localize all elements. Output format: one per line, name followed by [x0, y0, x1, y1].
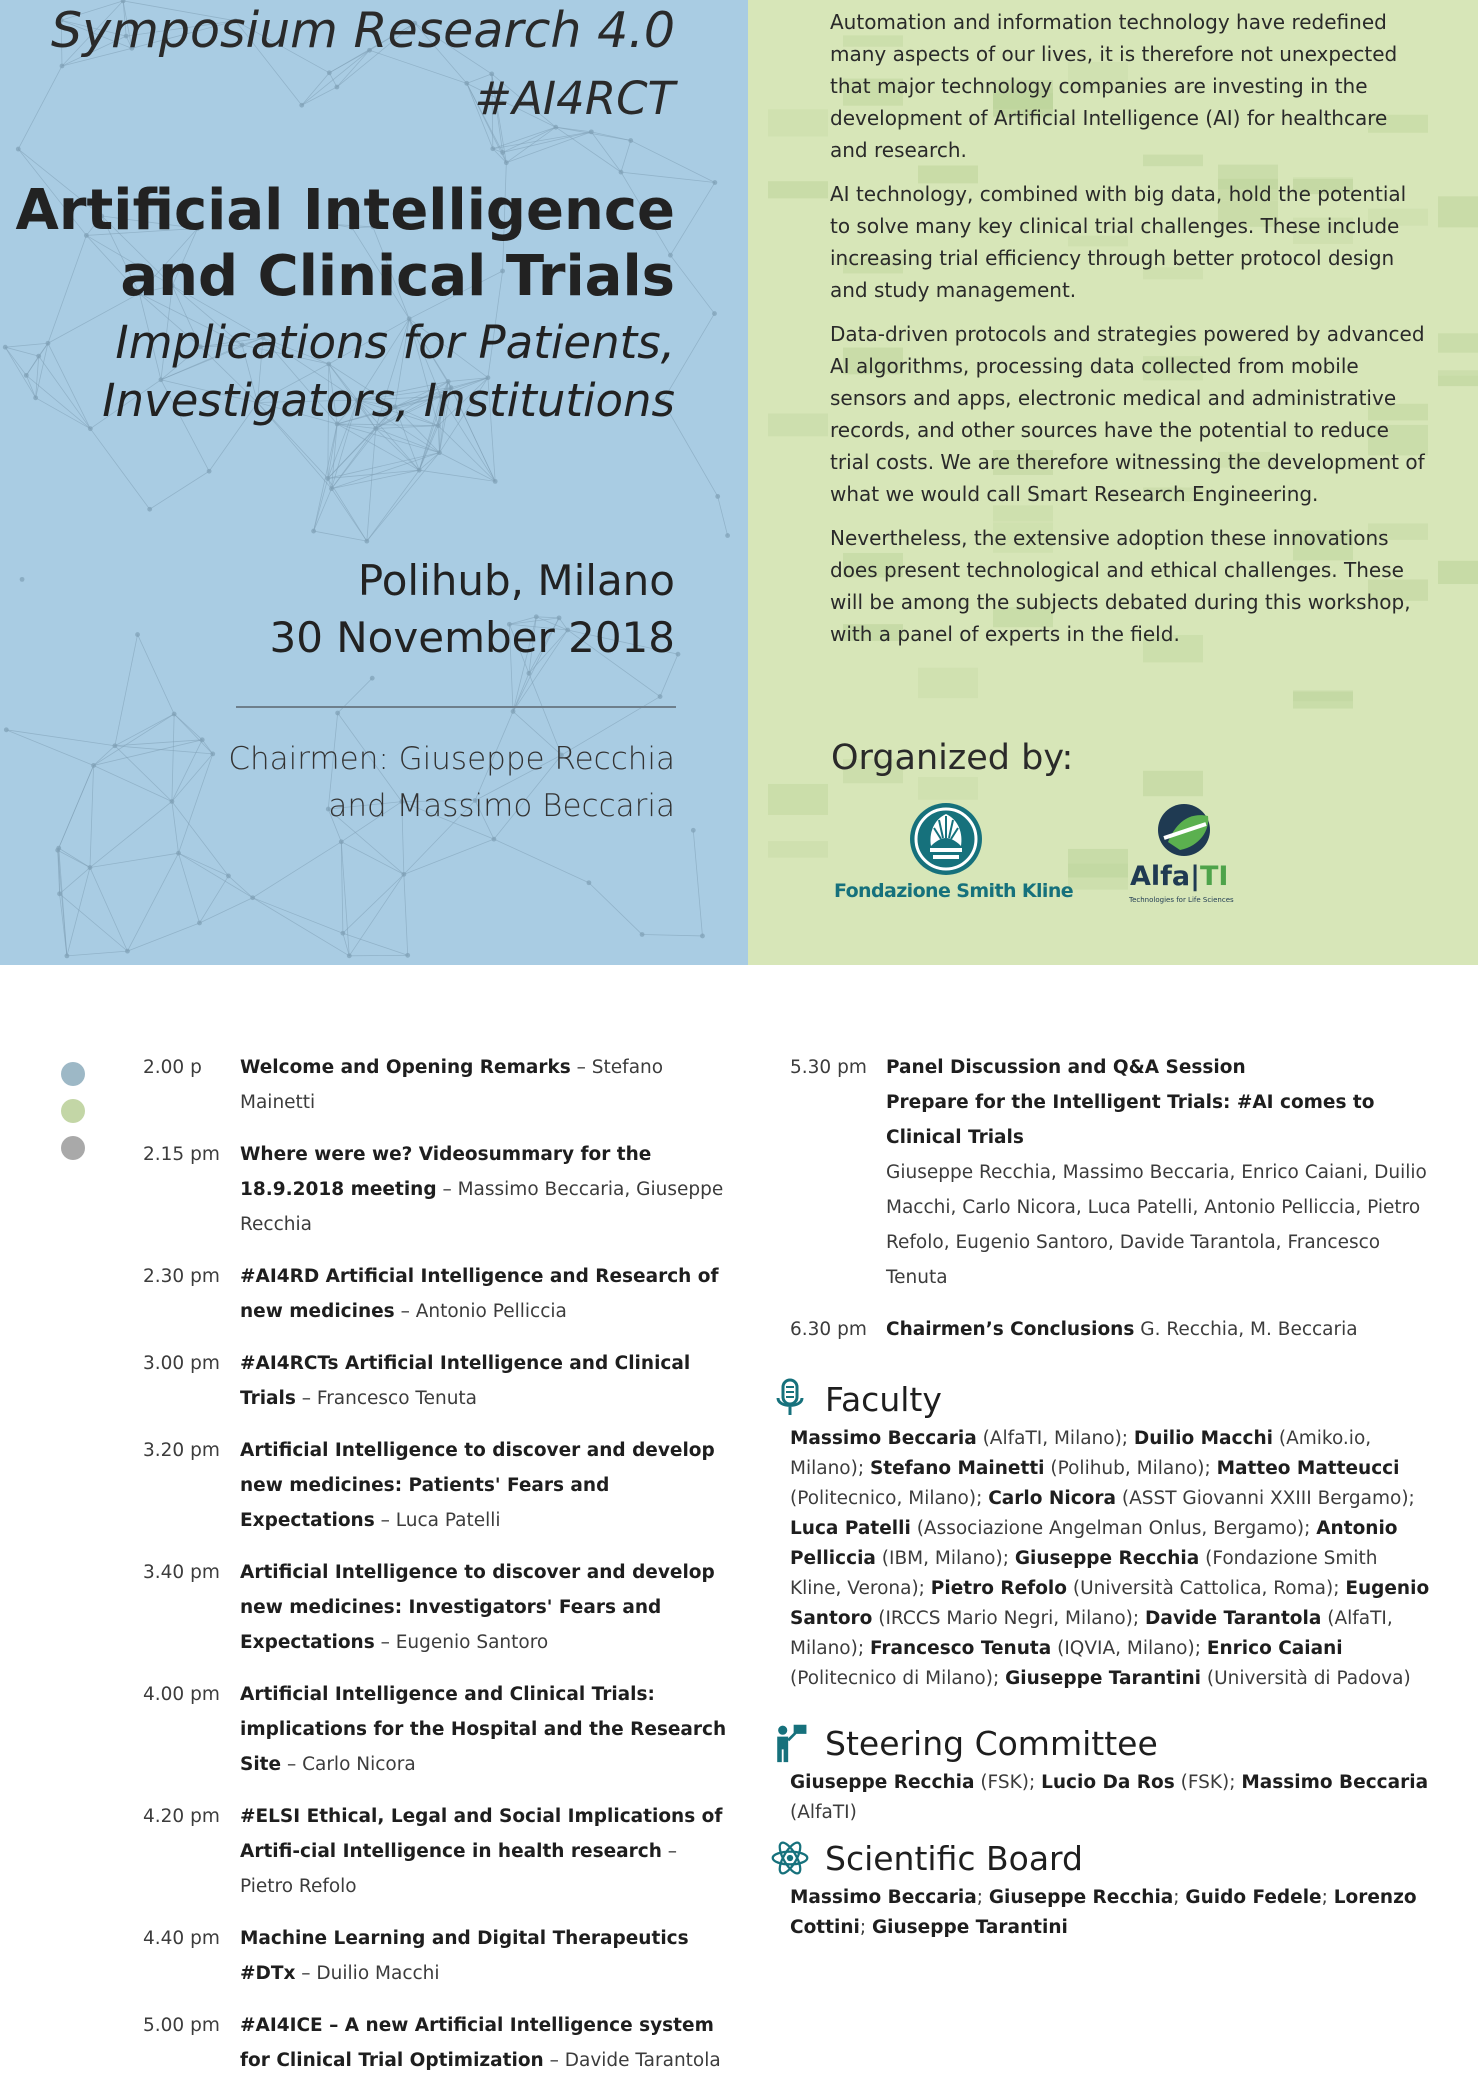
schedule-row: [143, 1346, 733, 1416]
person-affiliation: (Amiko.io, Milano);: [790, 1428, 1372, 1479]
person-affiliation: (Fondazione Smith Kline, Verona);: [790, 1548, 1378, 1599]
person-name: Davide Tarantola: [1145, 1608, 1322, 1629]
person-name: Giuseppe Tarantini: [871, 1917, 1068, 1938]
schedule-row: [143, 1259, 733, 1329]
program-left-column: [143, 1050, 733, 2095]
person-name: Luca Patelli: [790, 1518, 911, 1539]
session-title: Machine Learning and Digital Therapeutics #DTx: [240, 1928, 689, 1984]
person-affiliation: ;: [976, 1887, 989, 1908]
person-affiliation: (Politecnico di Milano);: [790, 1668, 1006, 1689]
schedule-time: 5.00 pm: [143, 2015, 220, 2036]
schedule-time: 2.15 pm: [143, 1144, 220, 1165]
hero-banner: [0, 0, 1478, 965]
alfati-name-sep: |: [1190, 861, 1200, 892]
session-subtitle: Prepare for the Intelligent Trials: #AI comes to Clinical Trials: [886, 1092, 1375, 1148]
schedule-time: 2.30 pm: [143, 1266, 220, 1287]
program-right-column: [790, 1050, 1430, 1364]
symposium-title: Symposium Research 4.0: [51, 2, 675, 59]
schedule-description: [240, 1137, 733, 1242]
person-name: Giuseppe Recchia: [790, 1772, 975, 1793]
session-title: Panel Discussion and Q&A Session: [886, 1057, 1246, 1078]
alfati-logo: [1126, 802, 1236, 907]
session-title: #ELSI Ethical, Legal and Social Implications of Artifi-cial Intelligence in health research: [240, 1806, 723, 1862]
schedule-time: 4.40 pm: [143, 1928, 220, 1949]
schedule-description: [240, 1677, 733, 1782]
alfati-name-alfa: Alfa: [1130, 861, 1191, 892]
person-affiliation: (Polihub, Milano);: [1044, 1458, 1217, 1479]
venue: Polihub, Milano: [357, 556, 675, 605]
schedule-time: 4.20 pm: [143, 1806, 220, 1827]
atom-icon: [770, 1837, 810, 1879]
scientific-board-title: Scientific Board: [825, 1839, 1083, 1878]
venue-date: [269, 552, 675, 666]
color-dots: [61, 1062, 85, 1173]
session-title: Artificial Intelligence to discover and develop new medicines: Investigators' Fears and Expectations: [240, 1562, 715, 1653]
steering-committee-list: [790, 1768, 1430, 1828]
person-name: Eugenio Santoro: [790, 1578, 1430, 1629]
schedule-time: 6.30 pm: [790, 1319, 867, 1340]
schedule-row: [143, 1137, 733, 1242]
subtitle-line1: Implications for Patients,: [115, 316, 675, 369]
schedule-row: [143, 1050, 733, 1120]
schedule-row: [143, 1921, 733, 1991]
fondazione-smith-kline-logo: [834, 802, 1074, 907]
scientific-board-section: [790, 1837, 1430, 1943]
schedule-description: [240, 1050, 733, 1120]
hero-left-panel: [0, 0, 748, 965]
alfati-name-ti: TI: [1200, 861, 1229, 892]
person-affiliation: (FSK);: [1174, 1772, 1242, 1793]
faculty-title: Faculty: [825, 1380, 942, 1419]
divider: [236, 706, 676, 708]
event-date: 30 November 2018: [269, 613, 675, 662]
chairmen: [228, 736, 675, 830]
person-affiliation: (AlfaTI, Milano);: [976, 1428, 1134, 1449]
schedule-time: 3.40 pm: [143, 1562, 220, 1583]
session-title: Chairmen’s Conclusions: [886, 1319, 1135, 1340]
gray-dot: [61, 1136, 85, 1160]
session-speakers: – Duilio Macchi: [295, 1963, 440, 1984]
main-title-line2: and Clinical Trials: [120, 244, 675, 309]
schedule-time: 5.30 pm: [790, 1057, 867, 1078]
subtitle-line2: Investigators, Institutions: [102, 374, 675, 427]
session-speakers: – Davide Tarantola: [543, 2050, 721, 2071]
session-speakers: – Francesco Tenuta: [295, 1388, 478, 1409]
steering-committee-title: Steering Committee: [825, 1724, 1158, 1763]
person-affiliation: (ASST Giovanni XXIII Bergamo);: [1116, 1488, 1415, 1509]
steering-committee-section: [790, 1722, 1430, 1828]
session-title: #AI4RCTs Artificial Intelligence and Clinical Trials: [240, 1353, 691, 1409]
person-affiliation: ;: [1173, 1887, 1186, 1908]
fsk-tree-icon: [909, 802, 983, 876]
schedule-time: 3.20 pm: [143, 1440, 220, 1461]
main-title: [16, 178, 675, 310]
session-speakers: – Antonio Pelliccia: [394, 1301, 567, 1322]
main-title-line1: Artificial Intelligence: [15, 178, 675, 243]
organized-by-label: Organized by:: [831, 738, 1074, 778]
session-title: #AI4ICE – A new Artificial Intelligence system for Clinical Trial Optimization: [240, 2015, 714, 2071]
session-speakers: Giuseppe Recchia, Massimo Beccaria, Enrico Caiani, Duilio Macchi, Carlo Nicora, Luca Patelli, Antonio Pelliccia, Pietro Refolo, Eugenio Santoro, Davide Tarantola, Francesco Tenuta: [886, 1162, 1427, 1288]
schedule-row: [790, 1312, 1430, 1347]
session-title: #AI4RD Artificial Intelligence and Research of new medicines: [240, 1266, 719, 1322]
session-title: Artificial Intelligence to discover and develop new medicines: Patients' Fears and Expectations: [240, 1440, 715, 1531]
microphone-icon: [770, 1378, 810, 1420]
person-name: Giuseppe Recchia: [988, 1887, 1174, 1908]
person-name: Giuseppe Tarantini: [1005, 1668, 1201, 1689]
session-speakers: – Stefano Mainetti: [240, 1057, 664, 1113]
chairmen-line2: and Massimo Beccaria: [328, 788, 675, 824]
session-speakers: – Massimo Beccaria, Giuseppe Recchia: [240, 1179, 724, 1235]
person-affiliation: (Università di Padova): [1201, 1668, 1411, 1689]
session-speakers: – Pietro Refolo: [240, 1841, 678, 1897]
alfati-name: [1130, 861, 1228, 892]
faculty-list: [790, 1424, 1430, 1694]
intro-paragraph: Data-driven protocols and strategies powered by advanced AI algorithms, processing data collected from mobile sensors and apps, electronic medical and administrative records, and other sources have the potential to reduce trial costs. We are therefore witnessing the development of what we would call Smart Research Engineering.: [830, 322, 1425, 506]
schedule-row: [790, 1050, 1430, 1295]
faculty-section: [790, 1378, 1430, 1694]
person-name: Duilio Macchi: [1133, 1428, 1273, 1449]
person-affiliation: (FSK);: [974, 1772, 1042, 1793]
alfati-globe-icon: [1156, 802, 1212, 858]
schedule-row: [143, 1555, 733, 1660]
intro-paragraph: AI technology, combined with big data, hold the potential to solve many key clinical trial challenges. These include increasing trial efficiency through better protocol design and study management.: [830, 182, 1407, 302]
session-speakers: – Eugenio Santoro: [374, 1632, 549, 1653]
person-name: Enrico Caiani: [1206, 1638, 1343, 1659]
schedule-time: 2.00 p: [143, 1057, 202, 1078]
schedule-description: [240, 1259, 733, 1329]
blue-dot: [61, 1062, 85, 1086]
person-name: Francesco Tenuta: [869, 1638, 1052, 1659]
intro-paragraph: Nevertheless, the extensive adoption these innovations does present technological and ethical challenges. These will be among the subjects debated during this workshop, with a panel of experts in the field.: [830, 526, 1411, 646]
symposium-hashtag: #AI4RCT: [474, 72, 675, 125]
schedule-description: [240, 1921, 733, 1991]
person-affiliation: (IRCCS Mario Negri, Milano);: [872, 1608, 1145, 1629]
person-name: Carlo Nicora: [988, 1488, 1116, 1509]
person-name: Antonio Pelliccia: [790, 1518, 1398, 1569]
schedule-time: 3.00 pm: [143, 1353, 220, 1374]
session-title: Artificial Intelligence and Clinical Trials: implications for the Hospital and the Research Site: [240, 1684, 727, 1775]
person-name: Massimo Beccaria: [790, 1428, 977, 1449]
person-affiliation: ;: [1321, 1887, 1334, 1908]
person-name: Guido Fedele: [1185, 1887, 1322, 1908]
person-name: Lucio Da Ros: [1041, 1772, 1175, 1793]
person-affiliation: (Politecnico, Milano);: [790, 1488, 989, 1509]
person-name: Matteo Matteucci: [1216, 1458, 1400, 1479]
session-title: Welcome and Opening Remarks: [240, 1057, 571, 1078]
person-affiliation: (Associazione Angelman Onlus, Bergamo);: [910, 1518, 1317, 1539]
chairmen-line1: Chairmen: Giuseppe Recchia: [228, 741, 675, 777]
session-title: Where were we? Videosummary for the 18.9.2018 meeting: [240, 1144, 652, 1200]
person-affiliation: ;: [859, 1917, 872, 1938]
green-dot: [61, 1099, 85, 1123]
person-affiliation: (IQVIA, Milano);: [1051, 1638, 1207, 1659]
person-name: Massimo Beccaria: [1241, 1772, 1429, 1793]
schedule-description: [240, 2008, 733, 2078]
schedule-description: [240, 1799, 733, 1904]
schedule-description: [240, 1555, 733, 1660]
person-affiliation: (AlfaTI): [790, 1802, 857, 1823]
schedule-time: 4.00 pm: [143, 1684, 220, 1705]
scientific-board-list: [790, 1883, 1430, 1943]
schedule-description: [886, 1050, 1430, 1295]
presenter-icon: [770, 1722, 810, 1764]
schedule-row: [143, 1799, 733, 1904]
schedule-description: [240, 1346, 733, 1416]
session-speakers: – Luca Patelli: [374, 1510, 501, 1531]
person-name: Giuseppe Recchia: [1014, 1548, 1200, 1569]
session-speakers: – Carlo Nicora: [281, 1754, 416, 1775]
intro-paragraph: Automation and information technology have redefined many aspects of our lives, it is therefore not unexpected that major technology companies are investing in the development of Artificial Intelligence (AI) for healthcare and research.: [830, 10, 1398, 162]
person-name: Stefano Mainetti: [869, 1458, 1045, 1479]
person-name: Massimo Beccaria: [790, 1887, 977, 1908]
schedule-row: [143, 1433, 733, 1538]
alfati-tagline: Technologies for Life Sciences: [1129, 896, 1234, 904]
subtitle: [102, 314, 675, 430]
person-affiliation: (AlfaTI, Milano);: [790, 1608, 1393, 1659]
schedule-row: [143, 2008, 733, 2078]
schedule-description: [240, 1433, 733, 1538]
person-affiliation: (Università Cattolica, Roma);: [1066, 1578, 1346, 1599]
fsk-name: Fondazione Smith Kline: [834, 880, 1074, 902]
schedule-row: [143, 1677, 733, 1782]
person-name: Pietro Refolo: [930, 1578, 1067, 1599]
person-name: Lorenzo Cottini: [790, 1887, 1417, 1938]
session-speakers: G. Recchia, M. Beccaria: [1134, 1319, 1358, 1340]
intro-text: [830, 6, 1430, 662]
person-affiliation: (IBM, Milano);: [875, 1548, 1015, 1569]
schedule-description: [886, 1312, 1430, 1347]
